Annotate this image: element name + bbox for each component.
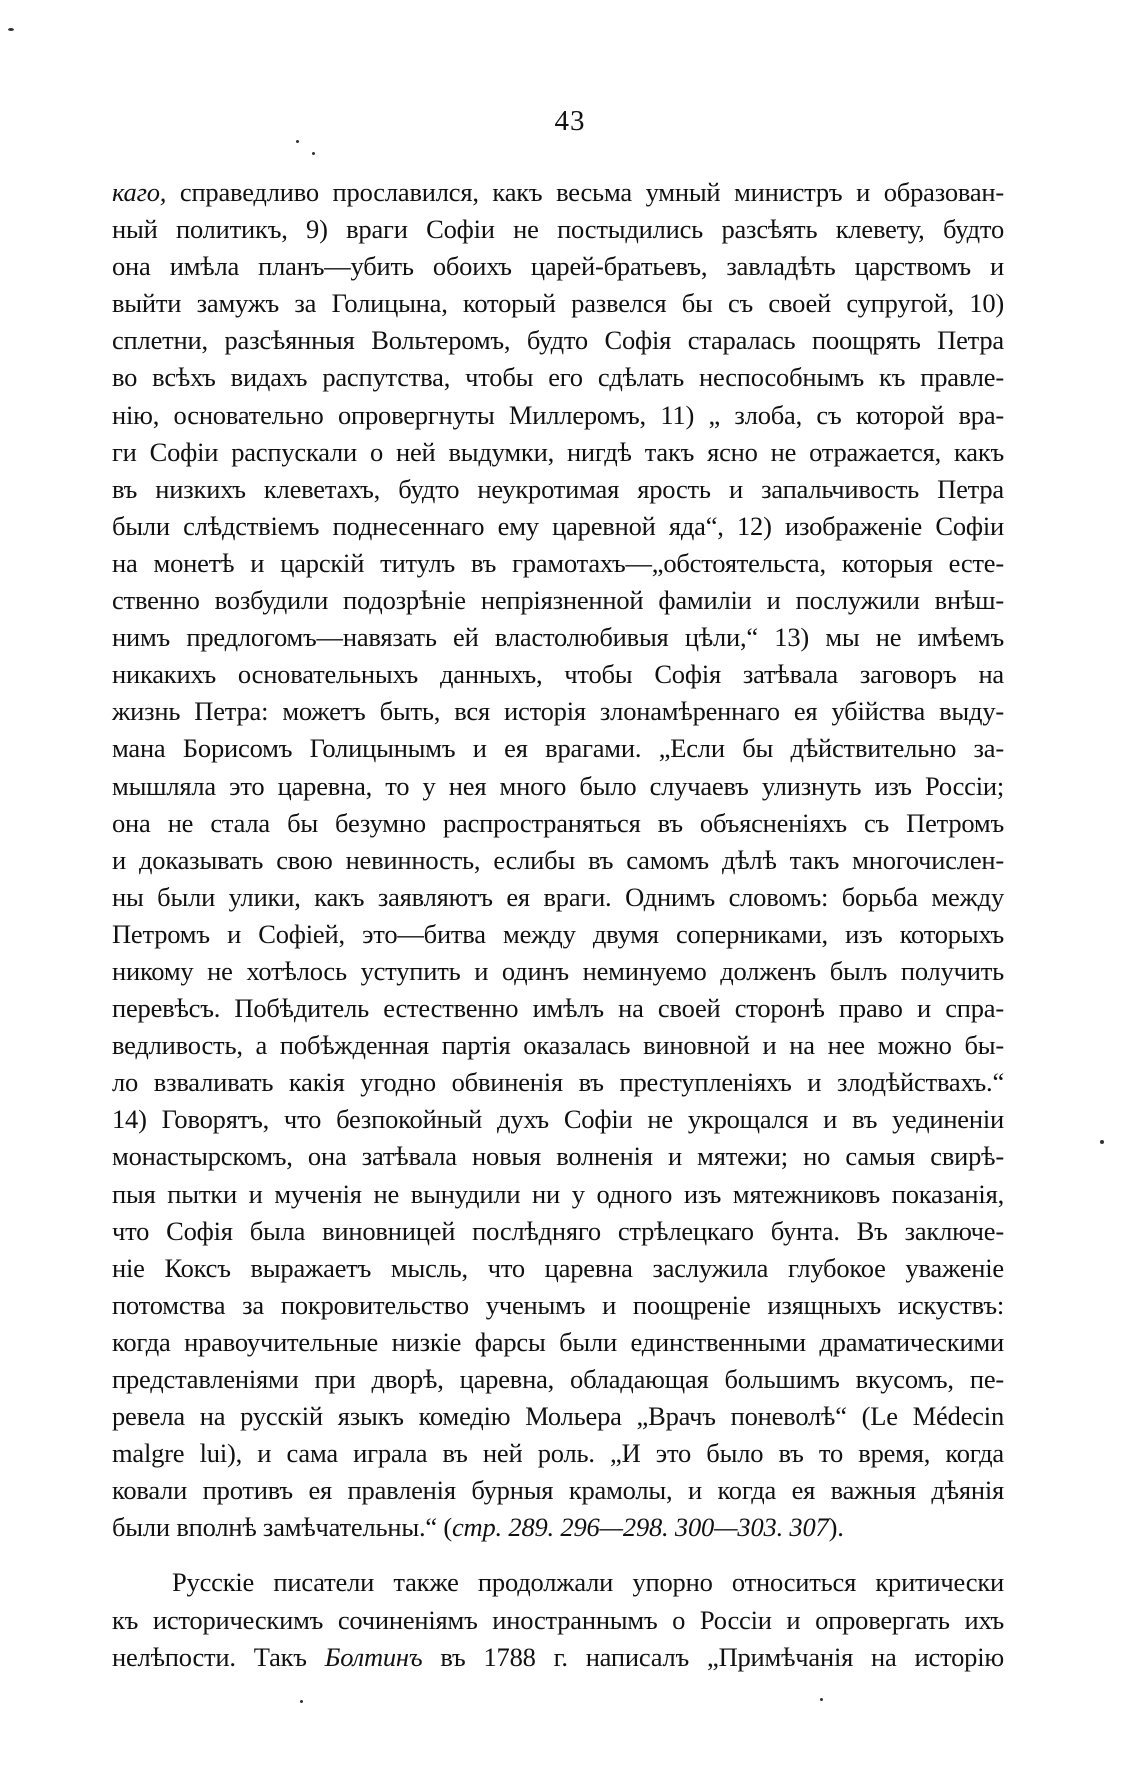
text-line: представленіями при дворѣ, царевна, обладающая большимъ вкусомъ, пе- [112,1364,1004,1394]
text-line: были слѣдствіемъ поднесеннаго ему царевной яда“, 12) изображеніе Софіи [112,510,1004,541]
text-line: ревела на русскій языкъ комедію Мольера „Врачъ поневолѣ“ (Le Médecin [112,1401,1004,1432]
page-speck [820,1698,823,1701]
text-line [112,174,1004,211]
text-line: выйти замужъ за Голицына, который развелся бы съ своей супругой, 10) [112,288,1004,319]
line-fragment: справедливо прославился, какъ весьма умный министръ и образован- [166,177,1004,207]
text-line: что Софія была виновницей послѣдняго стрѣлецкаго бунта. Въ заключе- [112,1215,1004,1246]
text-line: и доказывать свою невинность, еслибы въ самомъ дѣлѣ такъ многочислен- [112,844,1004,875]
text-line: сплетни, разсѣянныя Вольтеромъ, будто Софія старалась поощрять Петра [112,325,1004,356]
body-text [112,174,1004,1676]
page-speck [312,152,315,155]
text-line: на монетѣ и царскій титулъ въ грамотахъ—„обстоятельста, которыя есте- [112,547,1004,578]
italic-fragment: каго, [112,177,167,207]
text-line: когда нравоучительные низкіе фарсы были единственными драматическими [112,1326,1004,1357]
line-fragment: ). [828,1512,844,1543]
paragraph [112,174,1004,1546]
author-name: Болтинъ [324,1641,423,1672]
page-speck [296,140,299,143]
text-line: нимъ предлогомъ—навязать ей властолюбивыя цѣли,“ 13) мы не имѣемъ [112,622,1004,653]
text-line: Петромъ и Софіей, это—битва между двумя соперниками, изъ которыхъ [112,918,1004,949]
text-line: мана Борисомъ Голицынымъ и ея врагами. „Если бы дѣйствительно за- [112,733,1004,764]
text-line: жизнь Петра: можетъ быть, вся исторія злонамѣреннаго ея убійства выду- [112,696,1004,727]
paragraph-gap [112,1546,1004,1564]
text-line: къ историческимъ сочиненіямъ иностраннымъ о Россіи и опровергать ихъ [112,1604,1004,1635]
paragraph [112,1564,1004,1675]
text-line: въ низкихъ клеветахъ, будто неукротимая ярость и запальчивость Петра [112,473,1004,504]
text-line: ковали противъ ея правленія бурныя крамолы, и когда ея важныя дѣянія [112,1475,1004,1506]
page-number: 43 [554,105,586,137]
text-line: перевѣсъ. Побѣдитель естественно имѣлъ на своей сторонѣ право и спра- [112,993,1004,1024]
text-line: ведливость, а побѣжденная партія оказалась виновной и на нее можно бы- [112,1030,1004,1061]
text-line: нію, основательно опровергнуты Миллеромъ, 11) „ злоба, съ которой вра- [112,399,1004,430]
text-line: ло взваливать какія угодно обвиненія въ преступленіяхъ и злодѣйствахъ.“ [112,1067,1004,1098]
line-fragment: въ 1788 г. написалъ „Примѣчанія на исторію [422,1641,1004,1672]
text-line: никакихъ основательныхъ данныхъ, чтобы Софія затѣвала заговоръ на [112,659,1004,690]
text-line: она имѣла планъ—убить обоихъ царей-братьевъ, завладѣть царствомъ и [112,251,1004,282]
page-speck [1100,1140,1104,1144]
text-line: ніе Коксъ выражаетъ мысль, что царевна заслужила глубокое уваженіе [112,1252,1004,1283]
text-line: никому не хотѣлось уступить и одинъ неминуемо долженъ былъ получить [112,955,1004,986]
text-line: ственно возбудили подозрѣніе непріязненной фамиліи и послужили внѣш- [112,585,1004,616]
text-line: мышляла это царевна, то у нея много было случаевъ улизнуть изъ Россіи; [112,770,1004,801]
line-fragment: нелѣпости. Такъ [112,1641,325,1672]
text-line: Русскіе писатели также продолжали упорно относиться критически [172,1567,1004,1598]
page-speck [8,28,14,31]
text-line: 14) Говорятъ, что безпокойный духъ Софіи не укрощался и въ уединеніи [112,1104,1004,1135]
text-line: malgre lui), и сама играла въ ней роль. „И это было въ то время, когда [112,1438,1004,1469]
text-line [112,1509,1004,1546]
page-reference: стр. 289. 296—298. 300—303. 307 [452,1512,829,1543]
text-line: потомства за покровительство ученымъ и поощреніе изящныхъ искуствъ: [112,1289,1004,1320]
text-line [112,1639,1004,1676]
text-line: ный политикъ, 9) враги Софіи не постыдились разсѣять клевету, будто [112,214,1004,245]
text-line: монастырскомъ, она затѣвала новыя волненія и мятежи; но самыя свирѣ- [112,1141,1004,1172]
line-fragment: были вполнѣ замѣчательны.“ ( [112,1512,452,1543]
text-line: она не стала бы безумно распространяться въ объясненіяхъ съ Петромъ [112,807,1004,838]
text-line: ги Софіи распускали о ней выдумки, нигдѣ такъ ясно не отражается, какъ [112,436,1004,467]
text-line: ны были улики, какъ заявляютъ ея враги. Однимъ словомъ: борьба между [112,881,1004,912]
text-line: пыя пытки и мученія не вынудили ни у одного изъ мятежниковъ показанія, [112,1178,1004,1209]
page-speck [300,1700,303,1703]
text-line: во всѣхъ видахъ распутства, чтобы его сдѣлать неспособнымъ къ правле- [112,362,1004,393]
